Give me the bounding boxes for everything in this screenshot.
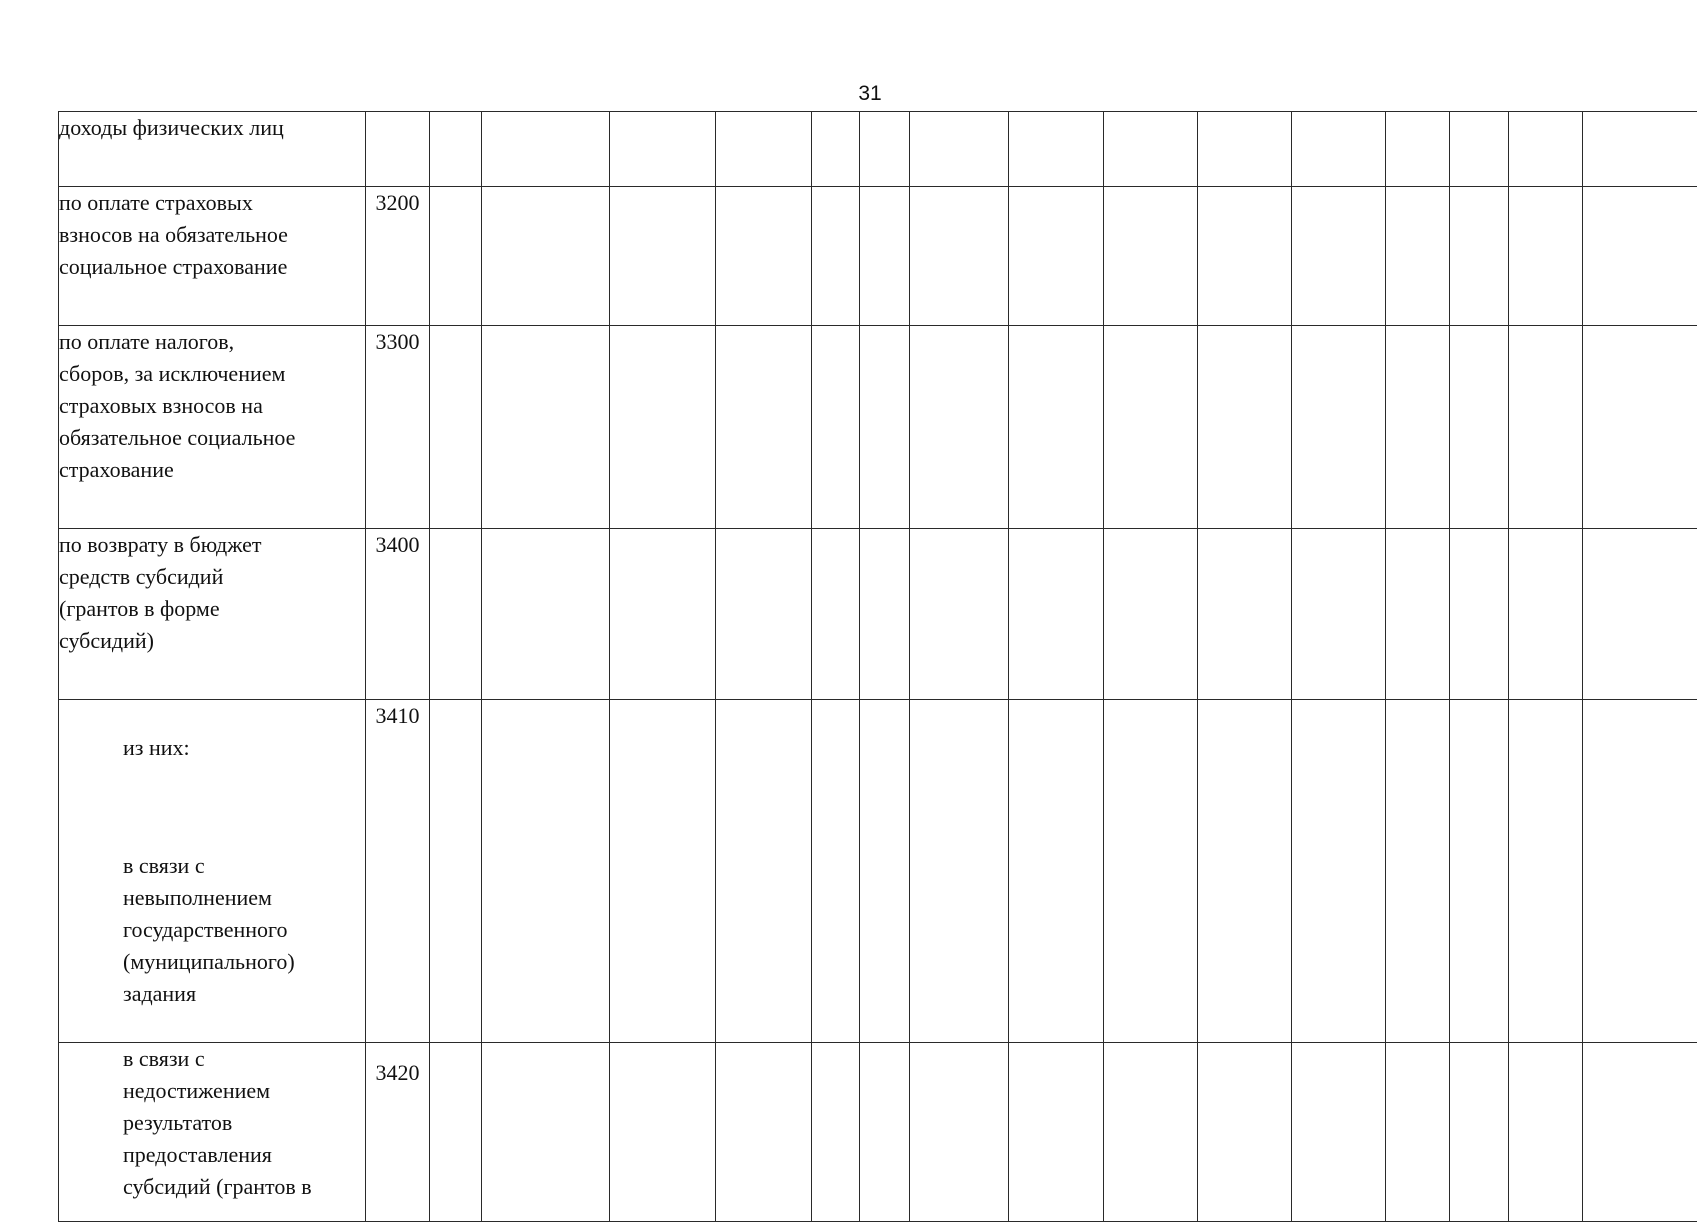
row-code: 3410 — [366, 700, 430, 1043]
row-code — [366, 112, 430, 187]
report-table — [58, 111, 1697, 1222]
data-cell — [1198, 187, 1292, 326]
data-cell — [482, 1043, 610, 1222]
data-cell — [1386, 187, 1450, 326]
row-code: 3300 — [366, 326, 430, 529]
data-cell — [1509, 1043, 1583, 1222]
data-cell — [1386, 326, 1450, 529]
data-cell — [1104, 326, 1198, 529]
table-row — [59, 326, 1697, 529]
data-cell — [1009, 187, 1104, 326]
data-cell — [482, 187, 610, 326]
table-row — [59, 112, 1697, 187]
row-label-prefix: из них: — [123, 732, 365, 764]
data-cell — [812, 700, 860, 1043]
data-cell — [1583, 1043, 1697, 1222]
data-cell — [1386, 1043, 1450, 1222]
data-cell — [860, 187, 910, 326]
data-cell — [716, 1043, 812, 1222]
data-cell — [1509, 529, 1583, 700]
data-cell — [1583, 326, 1697, 529]
data-cell — [1104, 529, 1198, 700]
row-label: по возврату в бюджет средств субсидий (грантов в форме субсидий) — [59, 529, 366, 700]
data-cell — [610, 529, 716, 700]
table-row — [59, 700, 1697, 1043]
row-label — [59, 700, 366, 1043]
data-cell — [812, 1043, 860, 1222]
data-cell — [430, 529, 482, 700]
data-cell — [1009, 112, 1104, 187]
data-cell — [1583, 700, 1697, 1043]
data-cell — [910, 187, 1009, 326]
data-cell — [1386, 700, 1450, 1043]
data-cell — [910, 326, 1009, 529]
data-cell — [716, 326, 812, 529]
data-cell — [1292, 1043, 1386, 1222]
page-number: 31 — [0, 82, 1697, 106]
row-label: по оплате страховых взносов на обязательное социальное страхование — [59, 187, 366, 326]
data-cell — [1104, 1043, 1198, 1222]
data-cell — [860, 1043, 910, 1222]
data-cell — [812, 529, 860, 700]
data-cell — [860, 112, 910, 187]
data-cell — [1198, 112, 1292, 187]
data-cell — [716, 529, 812, 700]
data-cell — [1292, 112, 1386, 187]
table-row — [59, 1043, 1697, 1222]
data-cell — [1009, 700, 1104, 1043]
data-cell — [1292, 326, 1386, 529]
data-cell — [610, 187, 716, 326]
data-cell — [910, 529, 1009, 700]
data-cell — [1198, 700, 1292, 1043]
data-cell — [1450, 112, 1509, 187]
data-cell — [1009, 326, 1104, 529]
data-cell — [482, 326, 610, 529]
data-cell — [1292, 187, 1386, 326]
data-cell — [1583, 529, 1697, 700]
row-label: доходы физических лиц — [59, 112, 366, 187]
data-cell — [812, 187, 860, 326]
data-cell — [1386, 529, 1450, 700]
data-cell — [610, 700, 716, 1043]
data-cell — [1509, 112, 1583, 187]
data-cell — [482, 112, 610, 187]
row-label: в связи с недостижением результатов предоставления субсидий (грантов в — [59, 1043, 366, 1222]
data-cell — [860, 700, 910, 1043]
data-cell — [1583, 112, 1697, 187]
data-cell — [1292, 529, 1386, 700]
data-cell — [482, 700, 610, 1043]
table-row — [59, 529, 1697, 700]
data-cell — [1198, 1043, 1292, 1222]
data-cell — [430, 112, 482, 187]
data-cell — [716, 700, 812, 1043]
table-row — [59, 187, 1697, 326]
row-code: 3420 — [366, 1043, 430, 1222]
data-cell — [1450, 187, 1509, 326]
data-cell — [1009, 1043, 1104, 1222]
data-cell — [482, 529, 610, 700]
data-cell — [1386, 112, 1450, 187]
data-cell — [1104, 112, 1198, 187]
data-cell — [1198, 326, 1292, 529]
data-cell — [860, 326, 910, 529]
data-cell — [1104, 700, 1198, 1043]
data-cell — [812, 112, 860, 187]
data-cell — [1450, 529, 1509, 700]
row-code: 3400 — [366, 529, 430, 700]
row-label: по оплате налогов, сборов, за исключением страховых взносов на обязательное социальное страхование — [59, 326, 366, 529]
data-cell — [1198, 529, 1292, 700]
data-cell — [716, 112, 812, 187]
data-cell — [1450, 326, 1509, 529]
data-cell — [430, 1043, 482, 1222]
data-cell — [610, 326, 716, 529]
data-cell — [1450, 1043, 1509, 1222]
data-cell — [910, 112, 1009, 187]
data-cell — [1292, 700, 1386, 1043]
data-cell — [430, 700, 482, 1043]
data-cell — [716, 187, 812, 326]
data-cell — [1583, 187, 1697, 326]
data-cell — [430, 187, 482, 326]
row-label-text: в связи с невыполнением государственного (муниципального) задания — [123, 850, 365, 1010]
data-cell — [1509, 326, 1583, 529]
data-cell — [610, 112, 716, 187]
data-cell — [610, 1043, 716, 1222]
data-cell — [1509, 700, 1583, 1043]
data-cell — [1009, 529, 1104, 700]
data-cell — [812, 326, 860, 529]
data-cell — [1509, 187, 1583, 326]
data-cell — [1450, 700, 1509, 1043]
data-cell — [1104, 187, 1198, 326]
data-cell — [860, 529, 910, 700]
data-cell — [910, 1043, 1009, 1222]
row-code: 3200 — [366, 187, 430, 326]
data-cell — [430, 326, 482, 529]
data-cell — [910, 700, 1009, 1043]
